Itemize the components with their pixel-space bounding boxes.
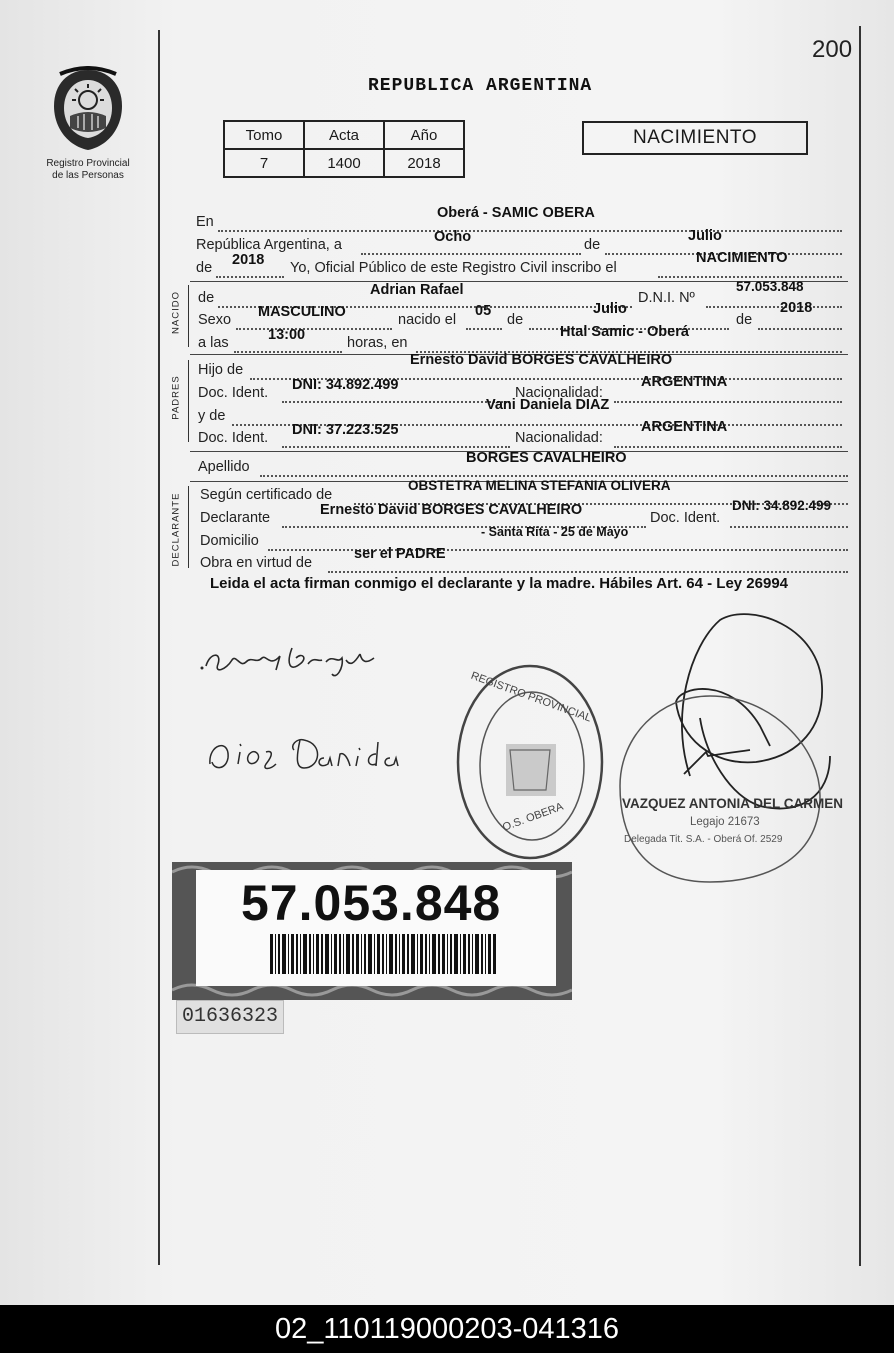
record-type-box: NACIMIENTO — [582, 121, 808, 155]
sexo-value: MASCULINO — [258, 304, 346, 320]
republica-label: República Argentina, a — [196, 237, 342, 253]
de-label: de — [584, 237, 601, 253]
child-dni-value: 57.053.848 — [736, 279, 804, 294]
dotted-line — [706, 306, 842, 308]
nacionalidad-label: Nacionalidad: — [515, 430, 603, 446]
day-value: Ocho — [434, 229, 472, 245]
padres-side-label: PADRES — [170, 375, 182, 420]
de-label: de — [736, 312, 753, 328]
dotted-line — [758, 328, 842, 330]
page-number: 200 — [812, 36, 853, 63]
birth-day-value: 05 — [475, 303, 492, 319]
de-label: de — [507, 312, 524, 328]
left-margin-line — [158, 30, 160, 1265]
a-las-label: a las — [198, 335, 229, 351]
dotted-line — [260, 475, 848, 477]
mother-nationality-value: ARGENTINA — [641, 419, 728, 435]
mother-signature — [200, 724, 420, 780]
dotted-line — [614, 446, 842, 448]
apellido-value: BORGES CAVALHEIRO — [466, 450, 627, 466]
coat-of-arms-logo — [50, 66, 126, 152]
dotted-line — [328, 571, 848, 573]
birth-month-value: Julio — [593, 301, 627, 317]
obra-value: ser el PADRE — [354, 546, 446, 562]
birth-time-value: 13:00 — [268, 327, 306, 343]
place-value: Oberá - SAMIC OBERA — [437, 205, 595, 221]
barcode-dni-number: 57.053.848 — [241, 875, 502, 931]
declarante-side-label: DECLARANTE — [170, 492, 182, 567]
document-title: REPUBLICA ARGENTINA — [368, 76, 593, 96]
official-legajo: Legajo 21673 — [690, 816, 760, 828]
father-nationality-value: ARGENTINA — [641, 374, 728, 390]
dotted-line — [361, 253, 581, 255]
doc-ident-label: Doc. Ident. — [650, 510, 721, 526]
oficial-text: Yo, Oficial Público de este Registro Civil inscribo el — [290, 260, 617, 276]
footer-code: 02_110119000203-041316 — [0, 1305, 894, 1353]
svg-text:REGISTRO PROVINCIAL: REGISTRO PROVINCIAL — [469, 669, 593, 725]
horas-label: horas, en — [347, 335, 408, 351]
dotted-line — [218, 230, 842, 232]
logo-caption-line2: de las Personas — [52, 170, 124, 181]
dotted-line — [658, 276, 842, 278]
certificado-label: Según certificado de — [200, 487, 333, 503]
acta-header: Acta — [304, 121, 384, 149]
father-name-value: Ernesto David BORGES CAVALHEIRO — [410, 352, 673, 368]
ano-header: Año — [384, 121, 464, 149]
y-de-label: y de — [198, 408, 226, 424]
dotted-line — [282, 446, 510, 448]
hijo-de-label: Hijo de — [198, 362, 244, 378]
nacido-side-label: NACIDO — [170, 291, 182, 334]
apellido-label: Apellido — [198, 459, 250, 475]
control-number: 01636323 — [176, 1000, 284, 1034]
section-bracket — [188, 285, 189, 347]
tomo-value: 7 — [224, 149, 304, 177]
birth-year-value: 2018 — [780, 300, 813, 316]
doc-ident-label: Doc. Ident. — [198, 430, 269, 446]
child-name-value: Adrian Rafael — [370, 282, 464, 298]
acta-value: 1400 — [304, 149, 384, 177]
section-bracket — [188, 486, 189, 568]
logo-caption — [30, 158, 146, 182]
svg-text:O.S. OBERA: O.S. OBERA — [501, 800, 565, 834]
dotted-line — [282, 401, 510, 403]
mother-name-value: Vani Daniela DIAZ — [486, 397, 610, 413]
year-value: 2018 — [232, 252, 265, 268]
certificado-value: OBSTETRA MELINA STEFANIA OLIVERA — [408, 478, 671, 493]
dotted-line — [466, 328, 502, 330]
reference-table — [223, 120, 465, 178]
official-signature — [580, 606, 840, 896]
dotted-line — [236, 328, 392, 330]
dni-label: D.N.I. Nº — [638, 290, 695, 306]
domicilio-label: Domicilio — [200, 533, 259, 549]
declarante-doc-value: DNI: 34.892.499 — [732, 498, 832, 513]
en-label: En — [196, 214, 214, 230]
declarante-value: Ernesto David BORGES CAVALHEIRO — [320, 502, 583, 518]
month-value: Julio — [688, 228, 722, 244]
dotted-line — [234, 351, 342, 353]
official-name: VAZQUEZ ANTONIA DEL CARMEN — [622, 796, 844, 811]
barcode — [270, 934, 496, 974]
inscribo-value: NACIMIENTO — [696, 250, 788, 266]
declarante-label: Declarante — [200, 510, 271, 526]
nacionalidad-label: Nacionalidad: — [515, 385, 603, 401]
birth-place-value: Htal Samic - Oberá — [560, 324, 689, 340]
father-doc-value: DNI: 34.892.499 — [292, 377, 399, 393]
right-margin-line — [859, 26, 861, 1266]
nacido-el-label: nacido el — [398, 312, 457, 328]
closing-note: Leida el acta firman conmigo el declarante y la madre. Hábiles Art. 64 - Ley 26994 — [210, 575, 789, 592]
doc-ident-label: Doc. Ident. — [198, 385, 269, 401]
logo-caption-line1: Registro Provincial — [46, 158, 130, 169]
nacido-de-label: de — [198, 290, 215, 306]
domicilio-value: - Santa Rita - 25 de Mayo — [481, 525, 629, 539]
dotted-line — [216, 276, 284, 278]
sexo-label: Sexo — [198, 312, 232, 328]
dotted-line — [730, 526, 848, 528]
dotted-line — [614, 401, 842, 403]
de2-label: de — [196, 260, 213, 276]
section-bracket — [188, 360, 189, 442]
obra-label: Obra en virtud de — [200, 555, 313, 571]
official-delegation: Delegada Tit. S.A. - Oberá Of. 2529 — [624, 834, 783, 845]
mother-doc-value: DNI: 37.223.525 — [292, 422, 399, 438]
tomo-header: Tomo — [224, 121, 304, 149]
father-signature — [196, 634, 396, 684]
ano-value: 2018 — [384, 149, 464, 177]
